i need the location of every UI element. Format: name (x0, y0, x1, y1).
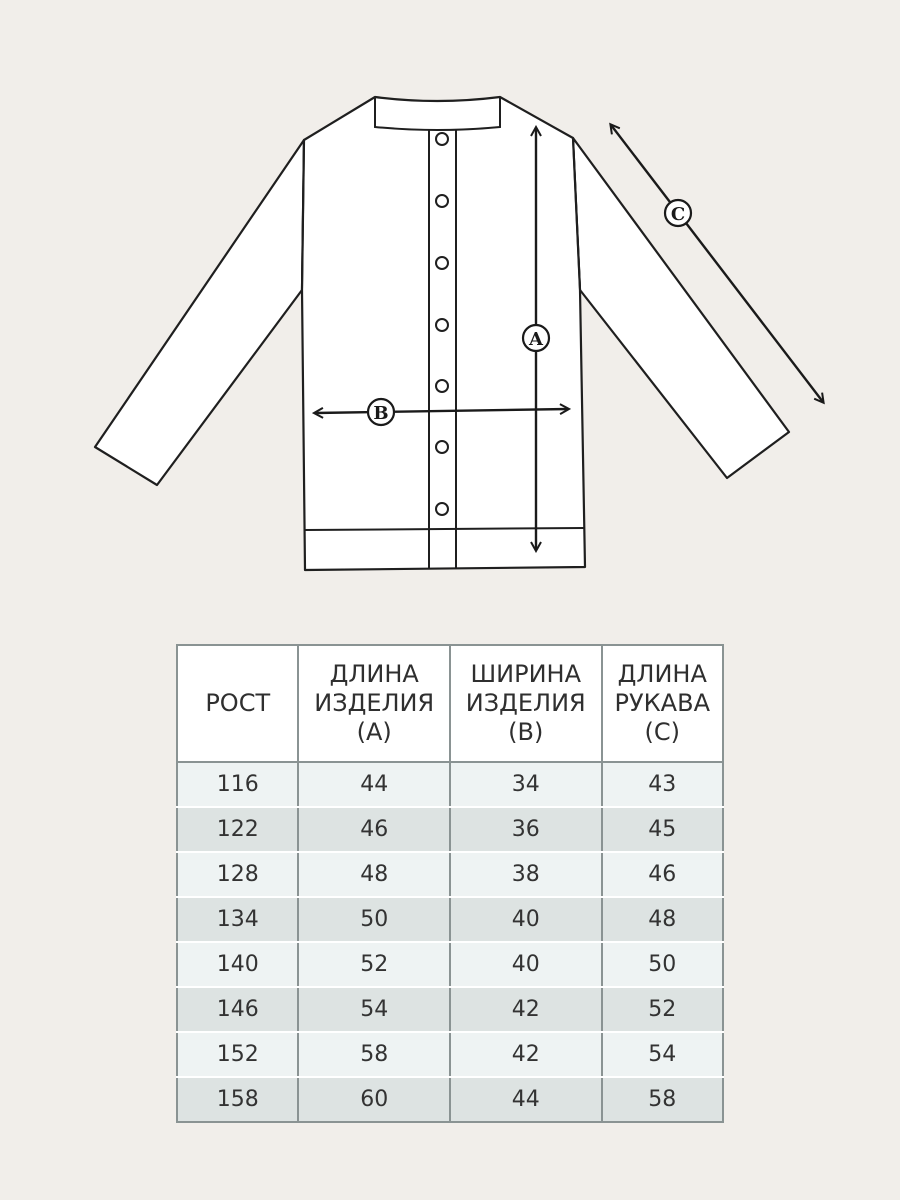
marker-b (368, 399, 394, 425)
header-line: ДЛИНА (617, 660, 707, 688)
header-length-a (298, 645, 450, 762)
header-line: ДЛИНА (329, 660, 419, 688)
cell-width: 42 (450, 987, 602, 1032)
left-sleeve (95, 140, 304, 485)
table-row (177, 942, 723, 987)
table-row (177, 1032, 723, 1077)
table-row (177, 762, 723, 807)
header-line: ШИРИНА (470, 660, 582, 688)
button (436, 133, 448, 145)
cell-sleeve: 45 (602, 807, 723, 852)
cell-height: 146 (177, 987, 298, 1032)
marker-c (665, 200, 691, 226)
cell-height: 140 (177, 942, 298, 987)
cell-height: 134 (177, 897, 298, 942)
cell-length: 60 (298, 1077, 450, 1122)
button (436, 319, 448, 331)
cell-sleeve: 54 (602, 1032, 723, 1077)
table-row (177, 897, 723, 942)
cell-sleeve: 50 (602, 942, 723, 987)
cell-width: 38 (450, 852, 602, 897)
table-row (177, 852, 723, 897)
cell-height: 152 (177, 1032, 298, 1077)
table-row (177, 1077, 723, 1122)
cell-length: 44 (298, 762, 450, 807)
cell-sleeve: 43 (602, 762, 723, 807)
header-height (177, 645, 298, 762)
cell-width: 36 (450, 807, 602, 852)
header-line: РУКАВА (614, 689, 710, 717)
size-chart-table (176, 644, 724, 1123)
marker-c-label: C (670, 204, 686, 225)
cell-sleeve: 48 (602, 897, 723, 942)
cell-height: 128 (177, 852, 298, 897)
table-header-row (177, 645, 723, 762)
button (436, 380, 448, 392)
cell-width: 34 (450, 762, 602, 807)
cell-width: 44 (450, 1077, 602, 1122)
button (436, 441, 448, 453)
cell-height: 122 (177, 807, 298, 852)
cell-height: 158 (177, 1077, 298, 1122)
marker-a (523, 325, 549, 351)
header-line: РОСТ (205, 689, 271, 717)
cardigan-outline (95, 97, 789, 570)
header-line: ИЗДЕЛИЯ (465, 689, 586, 717)
table-row (177, 987, 723, 1032)
button (436, 195, 448, 207)
cell-length: 54 (298, 987, 450, 1032)
cell-width: 42 (450, 1032, 602, 1077)
marker-b-label: B (373, 403, 389, 424)
header-line: (А) (356, 718, 392, 746)
button (436, 503, 448, 515)
cell-length: 46 (298, 807, 450, 852)
table-row (177, 807, 723, 852)
header-line: ИЗДЕЛИЯ (314, 689, 435, 717)
header-line: (В) (508, 718, 544, 746)
header-line: (С) (644, 718, 680, 746)
cell-sleeve: 58 (602, 1077, 723, 1122)
header-sleeve-c (602, 645, 723, 762)
button (436, 257, 448, 269)
header-width-b (450, 645, 602, 762)
cell-length: 48 (298, 852, 450, 897)
cell-sleeve: 46 (602, 852, 723, 897)
marker-a-label: A (529, 329, 543, 350)
cell-length: 52 (298, 942, 450, 987)
cell-width: 40 (450, 897, 602, 942)
cell-width: 40 (450, 942, 602, 987)
cell-length: 50 (298, 897, 450, 942)
cell-length: 58 (298, 1032, 450, 1077)
cell-sleeve: 52 (602, 987, 723, 1032)
cell-height: 116 (177, 762, 298, 807)
right-sleeve (573, 138, 789, 478)
